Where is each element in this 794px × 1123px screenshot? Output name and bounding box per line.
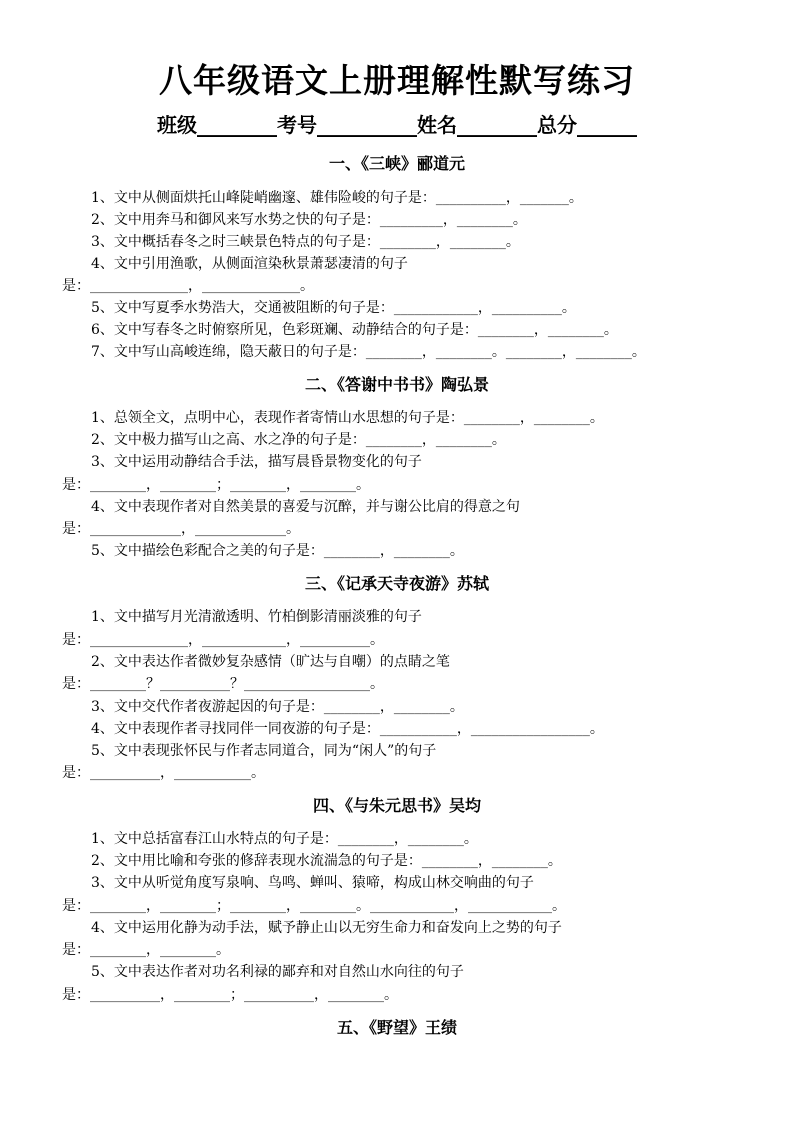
class-blank[interactable]: ________ bbox=[197, 113, 277, 137]
section-heading: 四、《与朱元思书》吴均 bbox=[312, 796, 481, 815]
question-line: 2、文中表达作者微妙复杂感情（旷达与自嘲）的点睛之笔 bbox=[91, 654, 450, 670]
name-blank[interactable]: ________ bbox=[457, 113, 537, 137]
question-line: 是：__________，________；__________，________。 bbox=[62, 987, 398, 1003]
question-line: 4、文中运用化静为动手法，赋予静止山以无穷生命力和奋发向上之势的句子 bbox=[91, 920, 562, 936]
section-heading: 五、《野望》王绩 bbox=[336, 1018, 457, 1037]
question-line: 1、文中从侧面烘托山峰陡峭幽邃、雄伟险峻的句子是：__________，_______。 bbox=[91, 190, 583, 206]
section-heading: 一、《三峡》郦道元 bbox=[328, 154, 465, 173]
question-line: 1、文中总括富春江山水特点的句子是：________，________。 bbox=[91, 831, 478, 847]
page-title: 八年级语文上册理解性默写练习 bbox=[159, 61, 635, 100]
question-line: 7、文中写山高峻连绵，隐天蔽日的句子是：________，________。________，________。 bbox=[91, 344, 646, 360]
score-label: 总分 bbox=[537, 113, 577, 137]
number-label: 考号 bbox=[277, 113, 317, 137]
number-blank[interactable]: __________ bbox=[317, 113, 417, 137]
question-line: 是：__________，___________。 bbox=[62, 765, 265, 781]
question-line: 2、文中用比喻和夸张的修辞表现水流湍急的句子是：________，________。 bbox=[91, 853, 562, 869]
question-line: 4、文中表现作者寻找同伴一同夜游的句子是：___________，_________________。 bbox=[91, 721, 604, 737]
question-line: 2、文中极力描写山之高、水之净的句子是：________，________。 bbox=[91, 432, 506, 448]
question-line: 4、文中表现作者对自然美景的喜爱与沉醉，并与谢公比肩的得意之句 bbox=[91, 499, 520, 515]
question-line: 6、文中写春冬之时俯察所见，色彩斑斓、动静结合的句子是：________，________。 bbox=[91, 322, 618, 338]
question-line: 5、文中表现张怀民与作者志同道合，同为“闲人”的句子 bbox=[91, 743, 437, 759]
question-line: 5、文中表达作者对功名利禄的鄙弃和对自然山水向往的句子 bbox=[91, 964, 464, 980]
name-label: 姓名 bbox=[417, 113, 457, 137]
section-heading: 二、《答谢中书书》陶弘景 bbox=[304, 375, 489, 394]
question-line: 3、文中从听觉角度写泉响、鸟鸣、蝉叫、猿啼，构成山林交响曲的句子 bbox=[91, 875, 534, 891]
section-heading: 三、《记承天寺夜游》苏轼 bbox=[304, 574, 489, 593]
question-line: 是：________，________；________，________。____________，____________。 bbox=[62, 898, 566, 914]
question-line: 是：________，________。 bbox=[62, 942, 230, 958]
question-line: 是：________？__________？__________________。 bbox=[62, 676, 384, 692]
score-blank[interactable]: ______ bbox=[577, 113, 637, 137]
question-line: 是：_____________，_____________。 bbox=[62, 521, 300, 537]
question-line: 是：________，________；________，________。 bbox=[62, 477, 370, 493]
question-line: 3、文中交代作者夜游起因的句子是：________，________。 bbox=[91, 699, 464, 715]
question-line: 4、文中引用渔歌，从侧面渲染秋景萧瑟凄清的句子 bbox=[91, 256, 408, 272]
question-line: 1、文中描写月光清澈透明、竹柏倒影清丽淡雅的句子 bbox=[91, 609, 422, 625]
class-label: 班级 bbox=[157, 113, 197, 137]
question-line: 5、文中描绘色彩配合之美的句子是：________，________。 bbox=[91, 543, 464, 559]
question-line: 3、文中运用动静结合手法，描写晨昏景物变化的句子 bbox=[91, 454, 422, 470]
question-line: 是：______________，____________，__________。 bbox=[62, 632, 384, 648]
question-line: 1、总领全文，点明中心，表现作者寄情山水思想的句子是：________，________。 bbox=[91, 410, 604, 426]
question-line: 是：______________，______________。 bbox=[62, 278, 314, 294]
header-fields bbox=[0, 110, 794, 140]
question-line: 2、文中用奔马和御风来写水势之快的句子是：_________，________。 bbox=[91, 212, 527, 228]
question-line: 5、文中写夏季水势浩大，交通被阻断的句子是：____________，__________。 bbox=[91, 300, 576, 316]
question-line: 3、文中概括春冬之时三峡景色特点的句子是：________，________。 bbox=[91, 234, 520, 250]
